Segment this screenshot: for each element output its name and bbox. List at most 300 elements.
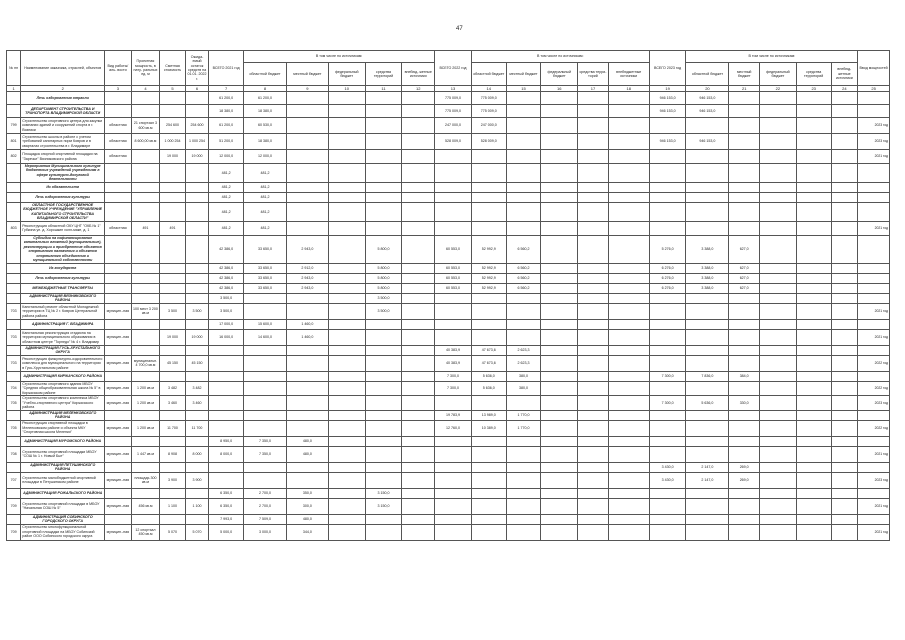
table-cell: 254 600 bbox=[185, 118, 209, 134]
row-title: Строительство школы в районе с учетом требований санитарных норм Ковров и в кварталах строительства в г. Владимире bbox=[21, 134, 105, 150]
table-cell bbox=[402, 472, 435, 488]
table-cell bbox=[209, 472, 244, 488]
table-cell bbox=[185, 436, 209, 446]
table-cell: 3 000,0 bbox=[244, 524, 287, 540]
table-cell bbox=[578, 303, 609, 319]
table-cell: 51 200,0 bbox=[209, 134, 244, 150]
commissioning-year: 2021 год bbox=[858, 498, 890, 514]
table-cell bbox=[286, 371, 328, 381]
table-cell bbox=[402, 514, 435, 524]
table-cell bbox=[729, 182, 760, 192]
table-cell bbox=[729, 524, 760, 540]
table-cell: 18 380,0 bbox=[209, 105, 244, 118]
table-cell bbox=[760, 420, 797, 436]
table-cell bbox=[686, 420, 729, 436]
table-cell: 1 000 254 bbox=[160, 134, 186, 150]
table-cell bbox=[831, 345, 858, 355]
commissioning-year: 2023 год bbox=[858, 118, 890, 134]
table-cell bbox=[435, 524, 472, 540]
table-cell: 799 bbox=[7, 118, 21, 134]
table-cell: 7 300,0 bbox=[649, 371, 686, 381]
table-cell bbox=[365, 202, 402, 221]
table-cell bbox=[608, 329, 649, 345]
table-cell bbox=[471, 498, 506, 514]
table-cell bbox=[796, 345, 831, 355]
table-cell bbox=[831, 355, 858, 371]
table-cell: 5 276,0 bbox=[649, 235, 686, 263]
table-cell bbox=[649, 488, 686, 498]
table-cell bbox=[541, 436, 578, 446]
table-cell bbox=[7, 462, 21, 472]
table-cell bbox=[185, 273, 209, 283]
row-title: Лечь оздоровления культуры bbox=[21, 273, 105, 283]
table-cell bbox=[471, 293, 506, 303]
table-cell: 350,0 bbox=[286, 488, 328, 498]
table-cell bbox=[365, 524, 402, 540]
table-cell: 2 700,0 bbox=[244, 498, 287, 514]
table-cell bbox=[796, 396, 831, 410]
table-cell bbox=[729, 498, 760, 514]
table-cell bbox=[105, 319, 132, 329]
table-cell bbox=[328, 371, 365, 381]
table-cell bbox=[541, 420, 578, 436]
table-cell bbox=[365, 319, 402, 329]
table-cell bbox=[578, 462, 609, 472]
table-cell bbox=[7, 164, 21, 183]
table-cell bbox=[541, 221, 578, 235]
table-cell bbox=[686, 202, 729, 221]
table-cell: 42 386,0 bbox=[209, 283, 244, 293]
table-cell bbox=[402, 118, 435, 134]
table-cell bbox=[831, 410, 858, 420]
table-cell bbox=[760, 303, 797, 319]
table-cell: 946 153,0 bbox=[686, 92, 729, 105]
table-cell bbox=[131, 192, 160, 202]
commissioning-year bbox=[858, 273, 890, 283]
table-cell: 16 000,0 bbox=[209, 329, 244, 345]
commissioning-year bbox=[858, 192, 890, 202]
table-cell bbox=[185, 293, 209, 303]
table-cell: 8 600,00 кв.м bbox=[131, 134, 160, 150]
table-cell: 775 009,0 bbox=[435, 105, 472, 118]
table-cell bbox=[435, 462, 472, 472]
table-cell bbox=[686, 446, 729, 462]
table-cell: 7 350,0 bbox=[244, 446, 287, 462]
table-cell: 15 600,0 bbox=[244, 319, 287, 329]
table-cell bbox=[541, 283, 578, 293]
table-cell bbox=[131, 202, 160, 221]
table-cell: областная bbox=[105, 118, 132, 134]
table-cell bbox=[105, 514, 132, 524]
table-cell bbox=[796, 329, 831, 345]
table-cell bbox=[286, 182, 328, 192]
table-row bbox=[7, 273, 890, 283]
table-cell bbox=[244, 381, 287, 395]
table-cell: 1 447 кв.м bbox=[131, 446, 160, 462]
table-cell: 6 276,0 bbox=[649, 273, 686, 283]
table-cell bbox=[729, 319, 760, 329]
table-cell bbox=[402, 524, 435, 540]
row-title: АДМИНИСТРАЦИЯ МУРОМСКОГО РАЙОНА bbox=[21, 436, 105, 446]
commissioning-year bbox=[858, 488, 890, 498]
table-cell bbox=[402, 283, 435, 293]
table-cell bbox=[796, 446, 831, 462]
table-cell: 61 200,0 bbox=[209, 118, 244, 134]
table-cell: муницип.-ная bbox=[105, 446, 132, 462]
column-number: 2 bbox=[21, 86, 105, 92]
table-cell: 2 147,0 bbox=[686, 462, 729, 472]
table-cell: 1 000 254 bbox=[185, 134, 209, 150]
table-cell bbox=[244, 303, 287, 319]
table-cell bbox=[541, 355, 578, 371]
table-cell: 703 bbox=[7, 355, 21, 371]
table-cell bbox=[471, 192, 506, 202]
table-cell bbox=[649, 446, 686, 462]
table-cell bbox=[328, 488, 365, 498]
table-cell bbox=[160, 371, 186, 381]
column-number: 15 bbox=[506, 86, 541, 92]
table-cell: 3 460 bbox=[160, 396, 186, 410]
sub-2023-5: внебюд- жетные источники bbox=[831, 63, 858, 86]
table-cell bbox=[402, 371, 435, 381]
table-cell: муницип.-ная bbox=[105, 303, 132, 319]
col-estimate: Сметная стоимость bbox=[160, 51, 186, 86]
table-cell bbox=[729, 293, 760, 303]
table-cell bbox=[760, 371, 797, 381]
table-cell bbox=[686, 329, 729, 345]
table-cell bbox=[608, 164, 649, 183]
table-cell bbox=[578, 134, 609, 150]
table-row bbox=[7, 202, 890, 221]
table-cell bbox=[160, 164, 186, 183]
investment-table bbox=[6, 50, 890, 541]
table-cell bbox=[435, 514, 472, 524]
table-cell bbox=[796, 263, 831, 273]
table-row bbox=[7, 150, 890, 164]
table-cell: 481,2 bbox=[244, 192, 287, 202]
table-cell bbox=[365, 329, 402, 345]
table-cell bbox=[796, 462, 831, 472]
table-cell bbox=[541, 263, 578, 273]
table-cell bbox=[541, 118, 578, 134]
table-cell bbox=[608, 319, 649, 329]
table-cell bbox=[365, 462, 402, 472]
table-cell bbox=[402, 462, 435, 472]
table-cell bbox=[729, 221, 760, 235]
table-cell: 52 992,9 bbox=[471, 283, 506, 293]
table-cell: 2 912,0 bbox=[286, 263, 328, 273]
table-cell bbox=[796, 273, 831, 283]
column-number: 6 bbox=[185, 86, 209, 92]
row-title: ДЕПАРТАМЕНТ СТРОИТЕЛЬСТВА И ТРАНСПОРТА ВЛАДИМИРСКОЙ ОБЛАСТИ bbox=[21, 105, 105, 118]
table-cell bbox=[608, 381, 649, 395]
column-number: 17 bbox=[578, 86, 609, 92]
table-cell bbox=[796, 235, 831, 263]
table-cell bbox=[506, 472, 541, 488]
commissioning-year bbox=[858, 436, 890, 446]
table-cell bbox=[185, 235, 209, 263]
table-cell bbox=[608, 134, 649, 150]
table-cell bbox=[541, 524, 578, 540]
table-cell bbox=[831, 488, 858, 498]
table-cell bbox=[209, 462, 244, 472]
table-cell bbox=[160, 293, 186, 303]
table-cell bbox=[286, 202, 328, 221]
table-cell: 19 000 bbox=[160, 150, 186, 164]
table-cell bbox=[541, 410, 578, 420]
table-cell bbox=[365, 118, 402, 134]
table-cell bbox=[328, 164, 365, 183]
table-cell bbox=[328, 221, 365, 235]
sub-2021-2: местный бюджет bbox=[286, 63, 328, 86]
commissioning-year: 2023 год bbox=[858, 396, 890, 410]
table-row bbox=[7, 92, 890, 105]
table-cell bbox=[328, 462, 365, 472]
table-cell bbox=[608, 150, 649, 164]
sub-2021-1: областной бюджет bbox=[244, 63, 287, 86]
table-cell bbox=[286, 134, 328, 150]
table-cell bbox=[608, 396, 649, 410]
table-cell bbox=[831, 235, 858, 263]
table-cell: 3 150,0 bbox=[365, 498, 402, 514]
table-cell bbox=[541, 182, 578, 192]
table-cell bbox=[578, 221, 609, 235]
table-cell: 946 153,0 bbox=[686, 134, 729, 150]
table-cell bbox=[7, 273, 21, 283]
table-cell bbox=[328, 283, 365, 293]
table-cell: 47 673,6 bbox=[471, 345, 506, 355]
table-cell bbox=[328, 235, 365, 263]
table-cell bbox=[160, 192, 186, 202]
table-cell bbox=[831, 472, 858, 488]
row-title: АДМИНИСТРАЦИЯ Г. ВЛАДИМИРА bbox=[21, 319, 105, 329]
table-cell bbox=[365, 420, 402, 436]
commissioning-year bbox=[858, 202, 890, 221]
table-cell bbox=[608, 293, 649, 303]
table-cell bbox=[435, 488, 472, 498]
col-type: Вид работы/аль- вости bbox=[105, 51, 132, 86]
commissioning-year: 2022 год bbox=[858, 381, 890, 395]
table-cell bbox=[649, 150, 686, 164]
table-cell bbox=[365, 396, 402, 410]
table-cell bbox=[649, 345, 686, 355]
table-cell: 946 153,0 bbox=[649, 134, 686, 150]
row-title: Строительство спортивной площадки в МБОУ "Начальная СОШ № 5" bbox=[21, 498, 105, 514]
table-cell: 3 500,0 bbox=[209, 293, 244, 303]
table-cell bbox=[402, 303, 435, 319]
table-cell bbox=[541, 498, 578, 514]
table-cell bbox=[760, 396, 797, 410]
table-cell: 7 836,0 bbox=[686, 371, 729, 381]
commissioning-year: 2022 год bbox=[858, 420, 890, 436]
table-cell bbox=[506, 192, 541, 202]
table-cell: 709 bbox=[7, 498, 21, 514]
row-title: Строительство спортивного центра для закупки компании зданий и сооружений спорта в г. Вязники bbox=[21, 118, 105, 134]
table-cell bbox=[541, 202, 578, 221]
table-cell bbox=[541, 446, 578, 462]
table-cell: 6 560,2 bbox=[506, 235, 541, 263]
table-cell: 481,2 bbox=[209, 182, 244, 192]
table-cell bbox=[471, 164, 506, 183]
table-cell: 3 500,0 bbox=[365, 303, 402, 319]
table-cell: 33 650,0 bbox=[244, 283, 287, 293]
table-cell: 7 300,0 bbox=[649, 396, 686, 410]
table-cell bbox=[686, 488, 729, 498]
table-cell bbox=[506, 488, 541, 498]
table-cell bbox=[831, 462, 858, 472]
table-cell bbox=[506, 92, 541, 105]
table-header bbox=[7, 51, 890, 92]
table-cell bbox=[608, 192, 649, 202]
table-cell bbox=[7, 371, 21, 381]
table-row bbox=[7, 498, 890, 514]
table-cell bbox=[105, 164, 132, 183]
table-row bbox=[7, 488, 890, 498]
table-cell bbox=[471, 462, 506, 472]
table-cell bbox=[729, 329, 760, 345]
table-cell: 5 800,0 bbox=[365, 283, 402, 293]
table-cell bbox=[796, 472, 831, 488]
table-cell bbox=[286, 192, 328, 202]
table-cell bbox=[608, 263, 649, 273]
table-cell bbox=[131, 164, 160, 183]
table-row bbox=[7, 436, 890, 446]
table-cell bbox=[402, 235, 435, 263]
table-cell bbox=[578, 273, 609, 283]
table-cell bbox=[760, 273, 797, 283]
table-cell bbox=[105, 462, 132, 472]
table-cell bbox=[760, 263, 797, 273]
table-cell bbox=[608, 472, 649, 488]
table-cell: 946 153,0 bbox=[649, 105, 686, 118]
table-cell bbox=[608, 498, 649, 514]
table-cell bbox=[506, 150, 541, 164]
table-cell: 3 900 bbox=[185, 472, 209, 488]
table-cell: 3 150,0 bbox=[365, 488, 402, 498]
table-cell bbox=[760, 150, 797, 164]
table-cell bbox=[649, 202, 686, 221]
table-cell bbox=[402, 150, 435, 164]
table-cell bbox=[608, 420, 649, 436]
table-cell bbox=[760, 192, 797, 202]
table-cell: 17 000,0 bbox=[209, 319, 244, 329]
table-cell bbox=[365, 355, 402, 371]
table-cell bbox=[7, 182, 21, 192]
table-cell bbox=[578, 436, 609, 446]
table-cell bbox=[435, 293, 472, 303]
table-cell bbox=[541, 472, 578, 488]
table-cell bbox=[608, 202, 649, 221]
col-name: Наименование заказчика, отраслей, объектов bbox=[21, 51, 105, 86]
table-cell bbox=[209, 371, 244, 381]
table-cell bbox=[608, 221, 649, 235]
table-cell bbox=[244, 472, 287, 488]
table-cell: 19 000 bbox=[185, 150, 209, 164]
table-cell bbox=[578, 150, 609, 164]
table-cell bbox=[105, 273, 132, 283]
table-cell: 45 150 bbox=[185, 355, 209, 371]
table-cell bbox=[649, 524, 686, 540]
commissioning-year: 2023 год bbox=[858, 134, 890, 150]
table-cell: 10 389,0 bbox=[471, 420, 506, 436]
table-cell bbox=[686, 192, 729, 202]
table-cell: 3 500,0 bbox=[209, 303, 244, 319]
table-cell bbox=[686, 436, 729, 446]
table-cell bbox=[209, 410, 244, 420]
table-cell: 705 bbox=[7, 396, 21, 410]
table-cell bbox=[244, 293, 287, 303]
row-title: ОБЛАСТНОЕ ГОСУДАРСТВЕННОЕ БЮДЖЕТНОЕ УЧРЕЖДЕНИЕ "УПРАВЛЕНИЕ КАПИТАЛЬНОГО СТРОИТЕЛЬСТВА ВЛАДИМИРСКОЙ ОБЛАСТИ" bbox=[21, 202, 105, 221]
table-cell bbox=[831, 283, 858, 293]
table-cell bbox=[471, 329, 506, 345]
table-cell bbox=[796, 371, 831, 381]
table-cell bbox=[185, 221, 209, 235]
column-number: 3 bbox=[105, 86, 132, 92]
table-cell: 1 200 кв.м bbox=[131, 381, 160, 395]
table-cell bbox=[578, 105, 609, 118]
table-cell: 8 950,0 bbox=[209, 436, 244, 446]
table-cell bbox=[105, 436, 132, 446]
table-cell bbox=[328, 514, 365, 524]
table-cell: 6 350,0 bbox=[209, 488, 244, 498]
table-cell bbox=[506, 436, 541, 446]
table-row bbox=[7, 319, 890, 329]
table-cell bbox=[729, 150, 760, 164]
table-cell bbox=[244, 345, 287, 355]
table-cell bbox=[541, 345, 578, 355]
table-cell: 5 800,0 bbox=[365, 263, 402, 273]
table-row bbox=[7, 355, 890, 371]
table-cell bbox=[760, 410, 797, 420]
table-cell bbox=[160, 319, 186, 329]
table-cell: муницип.-ная bbox=[105, 355, 132, 371]
table-cell bbox=[209, 396, 244, 410]
column-number: 25 bbox=[858, 86, 890, 92]
table-cell bbox=[541, 381, 578, 395]
table-cell bbox=[831, 182, 858, 192]
sub-2021-3: федеральный бюджет bbox=[328, 63, 365, 86]
table-cell: 1 100 bbox=[160, 498, 186, 514]
table-cell: 12 000,0 bbox=[209, 150, 244, 164]
table-cell: 330,0 bbox=[729, 396, 760, 410]
table-cell bbox=[365, 446, 402, 462]
commissioning-year bbox=[858, 92, 890, 105]
table-cell bbox=[328, 436, 365, 446]
table-cell bbox=[328, 329, 365, 345]
table-cell: муницип.-ная bbox=[105, 498, 132, 514]
table-cell bbox=[760, 436, 797, 446]
sub-2023-2: местный бюджет bbox=[729, 63, 760, 86]
table-cell bbox=[578, 410, 609, 420]
table-row bbox=[7, 192, 890, 202]
table-cell bbox=[185, 514, 209, 524]
table-cell bbox=[831, 263, 858, 273]
table-row bbox=[7, 446, 890, 462]
table-cell bbox=[328, 524, 365, 540]
table-cell bbox=[402, 329, 435, 345]
table-cell: 13 989,0 bbox=[471, 410, 506, 420]
row-title: АДМИНИСТРАЦИЯ ВЯЗНИКОВСКОГО РАЙОНА bbox=[21, 293, 105, 303]
table-cell bbox=[328, 134, 365, 150]
table-cell bbox=[686, 182, 729, 192]
sub-2022-5: внебюджетные источники bbox=[608, 63, 649, 86]
table-cell bbox=[160, 462, 186, 472]
table-cell bbox=[686, 164, 729, 183]
table-cell: муницип.-ная bbox=[105, 396, 132, 410]
table-cell bbox=[578, 182, 609, 192]
table-cell bbox=[131, 105, 160, 118]
table-cell bbox=[506, 319, 541, 329]
